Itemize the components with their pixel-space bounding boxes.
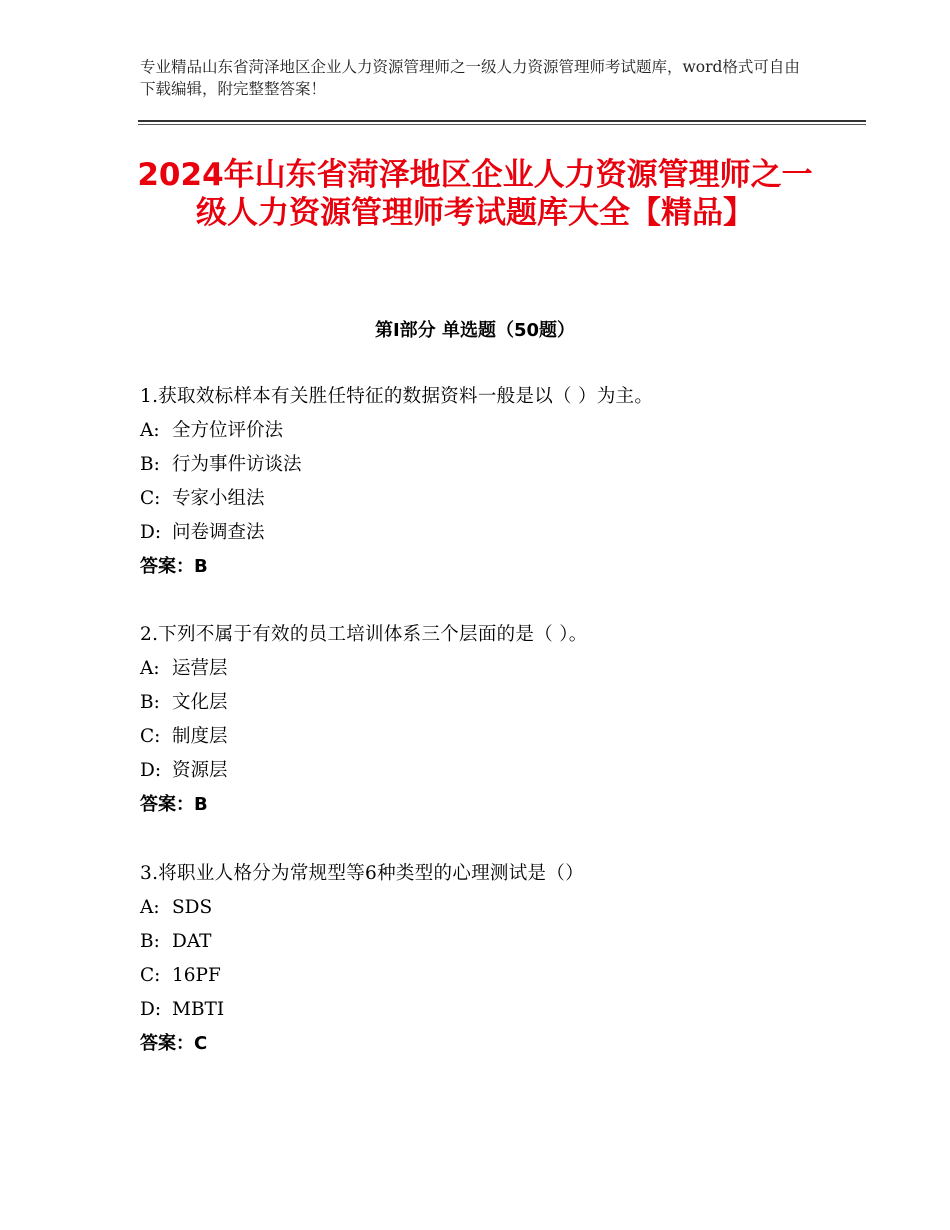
option-text: 全方位评价法 [172,420,284,441]
option-letter: A: [140,897,160,918]
option-letter: B: [140,692,160,713]
answer: 答案：B [140,556,208,577]
question-stem: 2.下列不属于有效的员工培训体系三个层面的是（ ）。 [140,624,588,645]
option-text: 16PF [172,965,221,986]
question-stem: 3.将职业人格分为常规型等6种类型的心理测试是（） [140,863,584,884]
option-b [140,925,860,959]
option-d [140,754,860,788]
option-letter: D: [140,760,162,781]
option-d [140,516,860,550]
option-text: 资源层 [172,760,228,781]
answer: 答案：B [140,794,208,815]
section-heading: 第Ⅰ部分 单选题（50题） [374,320,575,341]
question-stem: 1.获取效标样本有关胜任特征的数据资料一般是以（ ）为主。 [140,386,654,407]
header-divider [138,120,866,122]
option-letter: C: [140,965,161,986]
answer: 答案：C [140,1033,208,1054]
option-c [140,959,860,993]
header-note: 专业精品山东省菏泽地区企业人力资源管理师之一级人力资源管理师考试题库，word格式可自由下载编辑，附完整整答案！ [140,58,800,98]
option-text: 制度层 [172,726,228,747]
option-letter: B: [140,454,160,475]
question-1 [140,380,860,584]
question-2 [140,618,860,822]
option-text: DAT [172,931,212,952]
header-divider-thin [138,124,866,125]
option-letter: D: [140,999,162,1020]
option-text: 问卷调查法 [172,522,265,543]
option-text: 专家小组法 [172,488,265,509]
option-text: 文化层 [172,692,228,713]
option-text: 行为事件访谈法 [172,454,302,475]
option-a [140,652,860,686]
document-title: 2024年山东省菏泽地区企业人力资源管理师之一级人力资源管理师考试题库大全【精品】 [137,157,813,231]
question-3 [140,857,860,1061]
option-letter: D: [140,522,162,543]
option-b [140,686,860,720]
option-text: 运营层 [172,658,228,679]
option-c [140,720,860,754]
option-a [140,414,860,448]
option-d [140,993,860,1027]
option-letter: C: [140,488,161,509]
option-b [140,448,860,482]
option-a [140,891,860,925]
option-letter: A: [140,420,160,441]
option-text: MBTI [172,999,225,1020]
option-letter: C: [140,726,161,747]
option-letter: A: [140,658,160,679]
option-text: SDS [172,897,213,918]
option-c [140,482,860,516]
option-letter: B: [140,931,160,952]
